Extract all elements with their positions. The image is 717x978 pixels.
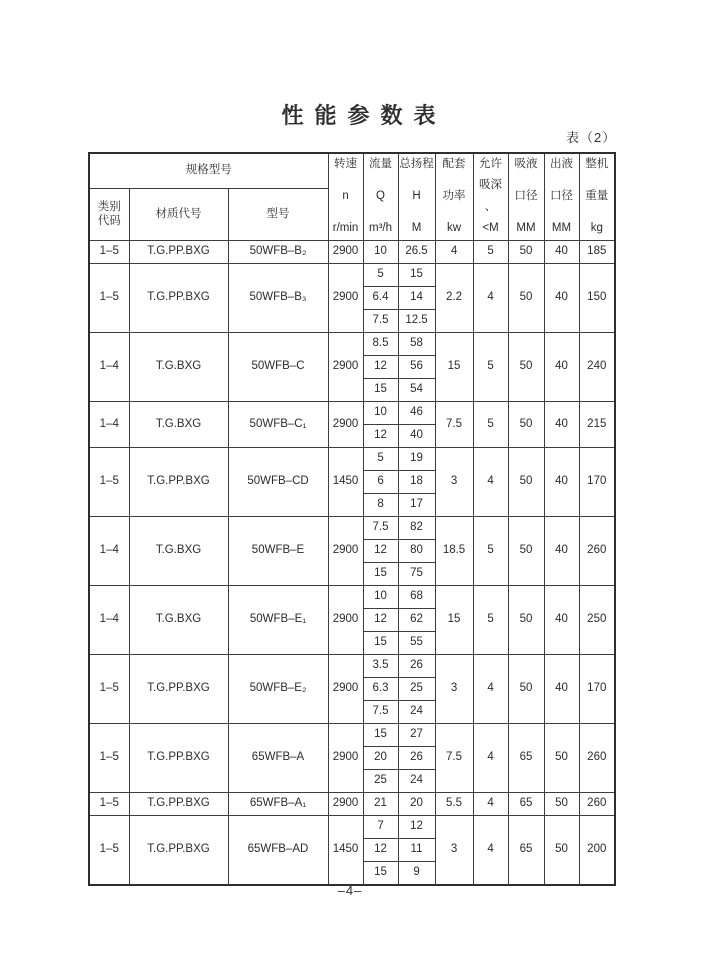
flow-value: 7.5 xyxy=(372,705,389,718)
header-line: m³/h xyxy=(369,222,393,235)
header-line: 吸深 xyxy=(479,179,503,192)
cell-suction-depth: 4 xyxy=(473,724,508,793)
cell-material-code: T.G.BXG xyxy=(129,517,228,586)
cell-suction-depth: 5 xyxy=(473,586,508,655)
cell-suction-depth: 4 xyxy=(473,448,508,517)
cell-material-code: T.G.PP.BXG xyxy=(129,241,228,264)
flow-value: 21 xyxy=(374,797,387,810)
flow-value: 20 xyxy=(364,747,398,770)
header-line: MM xyxy=(516,222,536,235)
table-header xyxy=(89,153,615,241)
table-row xyxy=(89,816,615,886)
cell-model: 50WFB–E₂ xyxy=(228,655,328,724)
header-material-code: 材质代号 xyxy=(129,189,228,241)
header-spec-group: 规格型号 xyxy=(89,153,328,189)
table-row xyxy=(89,655,615,724)
cell-suction-depth: 5 xyxy=(473,402,508,448)
flow-value: 12 xyxy=(374,429,387,442)
cell-power: 18.5 xyxy=(435,517,473,586)
flow-value: 25 xyxy=(374,774,387,787)
header-inlet-diameter xyxy=(508,153,544,241)
header-line: n xyxy=(342,190,349,203)
cell-speed: 1450 xyxy=(328,448,363,517)
cell-material-code: T.G.PP.BXG xyxy=(129,793,228,816)
table-body xyxy=(89,241,615,886)
header-line: 重量 xyxy=(585,190,609,203)
cell-weight: 260 xyxy=(579,724,615,793)
cell-category-code: 1–4 xyxy=(89,517,129,586)
head-value: 68 xyxy=(399,586,435,609)
table-row xyxy=(89,264,615,333)
header-line: 代码 xyxy=(97,214,121,227)
cell-model: 50WFB–C xyxy=(228,333,328,402)
cell-category-code: 1–5 xyxy=(89,448,129,517)
cell-inlet-diameter: 65 xyxy=(508,793,544,816)
head-value: 75 xyxy=(410,567,423,580)
header-line: Q xyxy=(376,190,385,203)
head-value: 55 xyxy=(410,636,423,649)
table-row xyxy=(89,586,615,655)
cell-outlet-diameter: 40 xyxy=(544,333,579,402)
header-outlet-diameter xyxy=(544,153,579,241)
flow-value: 6.3 xyxy=(364,678,398,701)
header-line: 转速 xyxy=(334,158,358,170)
header-weight xyxy=(579,153,615,241)
cell-total-head xyxy=(398,402,435,448)
header-flow xyxy=(363,153,398,241)
cell-outlet-diameter: 40 xyxy=(544,448,579,517)
flow-value: 15 xyxy=(374,383,387,396)
cell-weight: 260 xyxy=(579,793,615,816)
flow-value: 7 xyxy=(364,816,398,839)
table-row xyxy=(89,793,615,816)
cell-outlet-diameter: 50 xyxy=(544,724,579,793)
cell-category-code: 1–4 xyxy=(89,586,129,655)
header-line: 吸液 xyxy=(514,158,538,170)
cell-power: 3 xyxy=(435,816,473,886)
cell-model: 50WFB–C₁ xyxy=(228,402,328,448)
head-value: 18 xyxy=(399,471,435,494)
cell-material-code: T.G.PP.BXG xyxy=(129,655,228,724)
cell-suction-depth: 5 xyxy=(473,517,508,586)
head-value: 20 xyxy=(410,797,423,810)
flow-value: 10 xyxy=(364,402,398,425)
header-line: r/min xyxy=(332,222,359,235)
head-value: 80 xyxy=(399,540,435,563)
cell-speed: 2900 xyxy=(328,517,363,586)
flow-value: 10 xyxy=(364,586,398,609)
flow-value: 7.5 xyxy=(372,314,389,327)
cell-weight: 170 xyxy=(579,448,615,517)
head-value: 56 xyxy=(399,356,435,379)
cell-weight: 150 xyxy=(579,264,615,333)
cell-suction-depth: 5 xyxy=(473,241,508,264)
cell-inlet-diameter: 50 xyxy=(508,517,544,586)
header-line: 整机 xyxy=(585,158,609,170)
cell-total-head xyxy=(398,724,435,793)
cell-total-head xyxy=(398,448,435,517)
cell-weight: 240 xyxy=(579,333,615,402)
head-value: 17 xyxy=(410,498,423,511)
cell-flow xyxy=(363,517,398,586)
flow-value: 12 xyxy=(364,540,398,563)
cell-model: 50WFB–B₃ xyxy=(228,264,328,333)
table-row xyxy=(89,517,615,586)
cell-flow xyxy=(363,586,398,655)
flow-value: 5 xyxy=(364,448,398,471)
cell-flow xyxy=(363,793,398,816)
header-speed xyxy=(328,153,363,241)
cell-material-code: T.G.PP.BXG xyxy=(129,264,228,333)
cell-suction-depth: 4 xyxy=(473,793,508,816)
cell-category-code: 1–5 xyxy=(89,655,129,724)
cell-material-code: T.G.PP.BXG xyxy=(129,816,228,886)
header-line: 口径 xyxy=(550,190,574,203)
cell-flow xyxy=(363,241,398,264)
header-row-top xyxy=(89,153,615,189)
header-line: kw xyxy=(446,222,462,235)
head-value: 24 xyxy=(410,705,423,718)
head-value: 15 xyxy=(399,264,435,287)
cell-weight: 250 xyxy=(579,586,615,655)
cell-outlet-diameter: 40 xyxy=(544,264,579,333)
head-value: 19 xyxy=(399,448,435,471)
header-line: 配套 xyxy=(442,158,466,170)
cell-category-code: 1–5 xyxy=(89,816,129,886)
cell-model: 65WFB–A xyxy=(228,724,328,793)
table-number-label: 表（2） xyxy=(566,130,617,145)
cell-category-code: 1–5 xyxy=(89,241,129,264)
cell-flow xyxy=(363,655,398,724)
flow-value: 6 xyxy=(364,471,398,494)
cell-weight: 185 xyxy=(579,241,615,264)
header-suction-depth xyxy=(473,153,508,241)
cell-category-code: 1–5 xyxy=(89,724,129,793)
flow-value: 3.5 xyxy=(364,655,398,678)
cell-weight: 170 xyxy=(579,655,615,724)
flow-value: 10 xyxy=(374,245,387,258)
cell-inlet-diameter: 65 xyxy=(508,816,544,886)
header-line: 出液 xyxy=(550,158,574,170)
flow-value: 6.4 xyxy=(364,287,398,310)
cell-power: 5.5 xyxy=(435,793,473,816)
cell-speed: 2900 xyxy=(328,333,363,402)
head-value: 11 xyxy=(399,839,435,862)
table-row xyxy=(89,241,615,264)
cell-outlet-diameter: 50 xyxy=(544,793,579,816)
head-value: 54 xyxy=(410,383,423,396)
cell-flow xyxy=(363,333,398,402)
cell-speed: 2900 xyxy=(328,655,363,724)
cell-power: 3 xyxy=(435,655,473,724)
head-value: 12 xyxy=(399,816,435,839)
head-value: 26 xyxy=(399,747,435,770)
cell-material-code: T.G.PP.BXG xyxy=(129,724,228,793)
cell-inlet-diameter: 50 xyxy=(508,241,544,264)
cell-category-code: 1–5 xyxy=(89,264,129,333)
cell-model: 65WFB–AD xyxy=(228,816,328,886)
cell-model: 50WFB–E₁ xyxy=(228,586,328,655)
cell-flow xyxy=(363,402,398,448)
cell-power: 15 xyxy=(435,586,473,655)
head-value: 46 xyxy=(399,402,435,425)
cell-inlet-diameter: 50 xyxy=(508,264,544,333)
header-line: <M xyxy=(482,222,499,235)
flow-value: 15 xyxy=(374,866,387,879)
cell-speed: 1450 xyxy=(328,816,363,886)
header-line: MM xyxy=(551,222,572,235)
cell-model: 50WFB–E xyxy=(228,517,328,586)
cell-suction-depth: 4 xyxy=(473,264,508,333)
header-line: M xyxy=(411,222,422,235)
cell-model: 50WFB–B₂ xyxy=(228,241,328,264)
cell-total-head xyxy=(398,586,435,655)
head-value: 9 xyxy=(413,866,420,879)
head-value: 82 xyxy=(399,517,435,540)
page-title: 性能参数表 xyxy=(281,103,447,128)
header-line: 、 xyxy=(484,200,497,213)
cell-material-code: T.G.BXG xyxy=(129,333,228,402)
flow-value: 5 xyxy=(364,264,398,287)
header-line: 允许 xyxy=(479,158,503,170)
cell-power: 4 xyxy=(435,241,473,264)
cell-total-head xyxy=(398,333,435,402)
cell-outlet-diameter: 40 xyxy=(544,586,579,655)
header-model: 型号 xyxy=(228,189,328,241)
cell-inlet-diameter: 50 xyxy=(508,655,544,724)
performance-parameter-table xyxy=(88,152,616,886)
flow-value: 12 xyxy=(364,356,398,379)
cell-outlet-diameter: 40 xyxy=(544,402,579,448)
cell-total-head xyxy=(398,793,435,816)
cell-speed: 2900 xyxy=(328,402,363,448)
table-row xyxy=(89,402,615,448)
cell-inlet-diameter: 50 xyxy=(508,586,544,655)
cell-flow xyxy=(363,724,398,793)
cell-total-head xyxy=(398,241,435,264)
table-row xyxy=(89,448,615,517)
head-value: 25 xyxy=(399,678,435,701)
cell-inlet-diameter: 50 xyxy=(508,448,544,517)
page-number: –4– xyxy=(337,883,363,898)
header-category-code xyxy=(89,189,129,241)
head-value: 24 xyxy=(410,774,423,787)
cell-material-code: T.G.PP.BXG xyxy=(129,448,228,517)
cell-speed: 2900 xyxy=(328,241,363,264)
cell-outlet-diameter: 40 xyxy=(544,655,579,724)
header-line: kg xyxy=(590,222,603,235)
flow-value: 15 xyxy=(374,567,387,580)
cell-power: 7.5 xyxy=(435,402,473,448)
cell-outlet-diameter: 50 xyxy=(544,816,579,886)
cell-material-code: T.G.BXG xyxy=(129,402,228,448)
header-line: H xyxy=(412,190,421,203)
cell-suction-depth: 4 xyxy=(473,816,508,886)
cell-suction-depth: 4 xyxy=(473,655,508,724)
flow-value: 15 xyxy=(364,724,398,747)
cell-flow xyxy=(363,448,398,517)
cell-power: 15 xyxy=(435,333,473,402)
header-line: 流量 xyxy=(369,158,393,170)
head-value: 26 xyxy=(399,655,435,678)
flow-value: 12 xyxy=(364,609,398,632)
cell-total-head xyxy=(398,816,435,886)
cell-power: 7.5 xyxy=(435,724,473,793)
cell-category-code: 1–4 xyxy=(89,333,129,402)
flow-value: 15 xyxy=(374,636,387,649)
cell-outlet-diameter: 40 xyxy=(544,241,579,264)
cell-category-code: 1–4 xyxy=(89,402,129,448)
cell-flow xyxy=(363,264,398,333)
cell-outlet-diameter: 40 xyxy=(544,517,579,586)
head-value: 40 xyxy=(410,429,423,442)
cell-material-code: T.G.BXG xyxy=(129,586,228,655)
cell-weight: 260 xyxy=(579,517,615,586)
cell-power: 2.2 xyxy=(435,264,473,333)
head-value: 14 xyxy=(399,287,435,310)
cell-speed: 2900 xyxy=(328,793,363,816)
cell-weight: 200 xyxy=(579,816,615,886)
cell-inlet-diameter: 50 xyxy=(508,402,544,448)
cell-power: 3 xyxy=(435,448,473,517)
head-value: 26.5 xyxy=(405,245,428,258)
flow-value: 7.5 xyxy=(364,517,398,540)
header-line: 类别 xyxy=(97,200,121,213)
table-row xyxy=(89,333,615,402)
table-row xyxy=(89,724,615,793)
header-line: 口径 xyxy=(514,190,538,203)
cell-total-head xyxy=(398,655,435,724)
header-total-head xyxy=(398,153,435,241)
header-power xyxy=(435,153,473,241)
cell-total-head xyxy=(398,264,435,333)
flow-value: 8 xyxy=(377,498,384,511)
head-value: 27 xyxy=(399,724,435,747)
head-value: 62 xyxy=(399,609,435,632)
flow-value: 12 xyxy=(364,839,398,862)
cell-weight: 215 xyxy=(579,402,615,448)
cell-model: 50WFB–CD xyxy=(228,448,328,517)
cell-speed: 2900 xyxy=(328,586,363,655)
cell-suction-depth: 5 xyxy=(473,333,508,402)
cell-speed: 2900 xyxy=(328,264,363,333)
cell-inlet-diameter: 50 xyxy=(508,333,544,402)
cell-category-code: 1–5 xyxy=(89,793,129,816)
flow-value: 8.5 xyxy=(364,333,398,356)
header-line: 总扬程 xyxy=(399,158,434,170)
header-line: 功率 xyxy=(442,190,466,203)
cell-model: 65WFB–A₁ xyxy=(228,793,328,816)
cell-speed: 2900 xyxy=(328,724,363,793)
head-value: 58 xyxy=(399,333,435,356)
cell-total-head xyxy=(398,517,435,586)
head-value: 12.5 xyxy=(405,314,428,327)
cell-flow xyxy=(363,816,398,886)
cell-inlet-diameter: 65 xyxy=(508,724,544,793)
